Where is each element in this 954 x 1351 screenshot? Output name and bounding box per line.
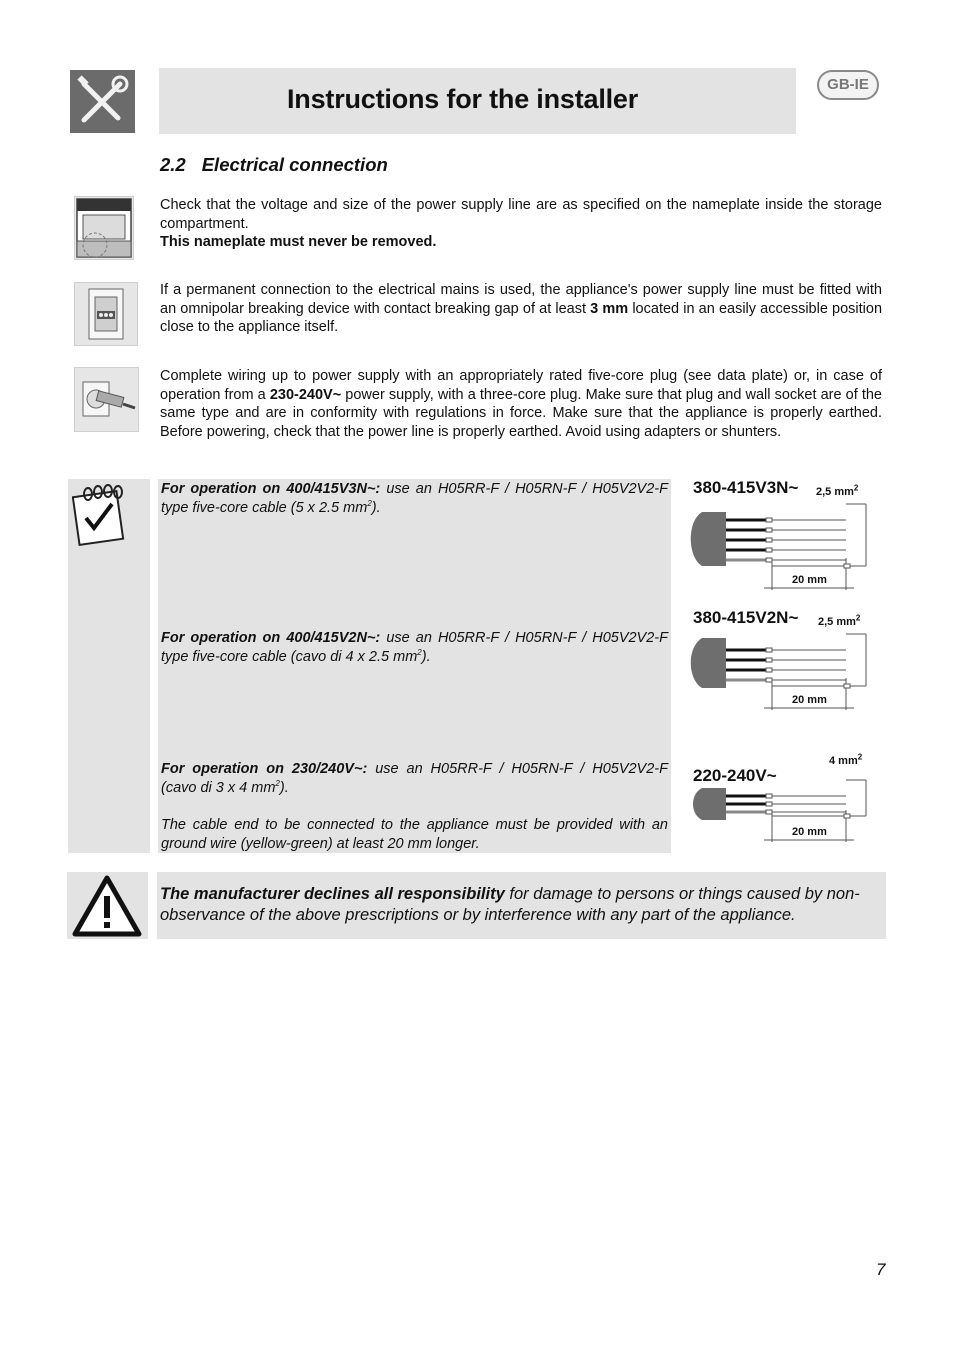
- warning-icon-column: [67, 872, 148, 939]
- wire-drawing: [684, 500, 874, 592]
- plug-socket-icon: [74, 367, 139, 432]
- paragraph-text: power supply, with a three-core plug. Make sure that plug and wall socket are of the same type and are in conformity with regulations in force. Make sure that the appliance is properly earthed. Before powering, check that the power line is properly earthed. Avoid using adapters or shunters.: [160, 386, 882, 441]
- paragraph-breaker: [160, 281, 882, 337]
- paragraph-text: If a permanent connection to the electrical mains is used, the appliance's power supply line must be fitted with an omnipolar breaking device with contact breaking gap of at least: [160, 282, 882, 317]
- superscript: 2: [417, 647, 422, 657]
- wiring-diagram-single-phase: [684, 752, 874, 844]
- gap-value: 3 mm: [590, 300, 629, 317]
- diagram-title: 380-415V3N~: [693, 478, 799, 497]
- oven-nameplate-icon: [74, 196, 134, 260]
- superscript: 2: [857, 752, 863, 762]
- note-text: use an H05RR-F / H05RN-F / H05V2V2-F (cavo di 3 x 4 mm: [161, 761, 668, 796]
- note-text: ).: [421, 648, 431, 665]
- superscript: 2: [367, 498, 372, 508]
- wire-drawing: [684, 630, 874, 712]
- note-ground-wire: The cable end to be connected to the appliance must be provided with an ground wire (yellow-green) at least 20 mm longer.: [161, 817, 668, 852]
- section-number: 2.2: [160, 154, 186, 175]
- tools-icon: [70, 70, 135, 133]
- cross-section-label: [816, 483, 859, 498]
- paragraph-text: Check that the voltage and size of the power supply line are as specified on the nameplate inside the storage compartment.: [160, 197, 882, 232]
- warning-triangle-icon: [67, 872, 148, 939]
- paragraph-emphasis: This nameplate must never be removed.: [160, 234, 437, 251]
- superscript: 2: [853, 483, 859, 493]
- strip-length-label: 20 mm: [792, 826, 827, 838]
- cross-section-value: 4 mm: [829, 755, 858, 767]
- paragraph-text: Complete wiring up to power supply with an appropriately rated five-core plug (see data plate) or, in case of operation from a: [160, 368, 882, 403]
- diagram-title: 380-415V2N~: [693, 608, 799, 627]
- page-number: 7: [876, 1260, 886, 1279]
- superscript: 2: [275, 778, 280, 788]
- section-heading: [160, 154, 388, 176]
- diagram-title: 220-240V~: [693, 766, 777, 785]
- note-400-415v3n: [161, 480, 668, 517]
- note-text: ).: [371, 499, 381, 516]
- note-text: use an H05RR-F / H05RN-F / H05V2V2-F type five-core cable (5 x 2.5 mm: [161, 481, 668, 516]
- page-title: Instructions for the installer: [287, 84, 639, 114]
- warning-text: [160, 884, 888, 926]
- strip-length-label: 20 mm: [792, 574, 827, 586]
- strip-length-label: 20 mm: [792, 694, 827, 706]
- note-230-240v: [161, 760, 668, 797]
- note-heading: For operation on 230/240V~:: [161, 761, 368, 777]
- cross-section-label: [829, 752, 863, 767]
- language-badge: GB-IE: [817, 70, 879, 100]
- notepad-check-icon: [72, 484, 136, 546]
- note-heading: For operation on 400/415V3N~:: [161, 481, 381, 497]
- paragraph-wiring: [160, 367, 882, 442]
- note-text: use an H05RR-F / H05RN-F / H05V2V2-F type five-core cable (cavo di 4 x 2.5 mm: [161, 630, 668, 665]
- warning-heading: The manufacturer declines all responsibility: [160, 885, 505, 903]
- warning-body: for damage to persons or things caused by non-observance of the above prescriptions or by interference with any part of the appliance.: [160, 885, 860, 924]
- voltage-value: 230-240V~: [269, 386, 342, 403]
- note-text: ).: [279, 779, 289, 796]
- section-title: Electrical connection: [201, 154, 388, 175]
- cross-section-value: 2,5 mm: [818, 616, 856, 628]
- breaker-switch-icon: [74, 282, 138, 346]
- note-heading: For operation on 400/415V2N~:: [161, 630, 381, 646]
- wire-drawing: [684, 776, 874, 844]
- wiring-diagram-3n: [684, 476, 874, 592]
- superscript: 2: [855, 613, 861, 623]
- note-400-415v2n: [161, 629, 668, 666]
- cross-section-value: 2,5 mm: [816, 486, 854, 498]
- paragraph-text: located in an easily accessible position close to the appliance itself.: [160, 300, 883, 336]
- cross-section-label: [818, 613, 861, 628]
- wiring-diagram-2n: [684, 606, 874, 712]
- paragraph-nameplate: [160, 196, 882, 252]
